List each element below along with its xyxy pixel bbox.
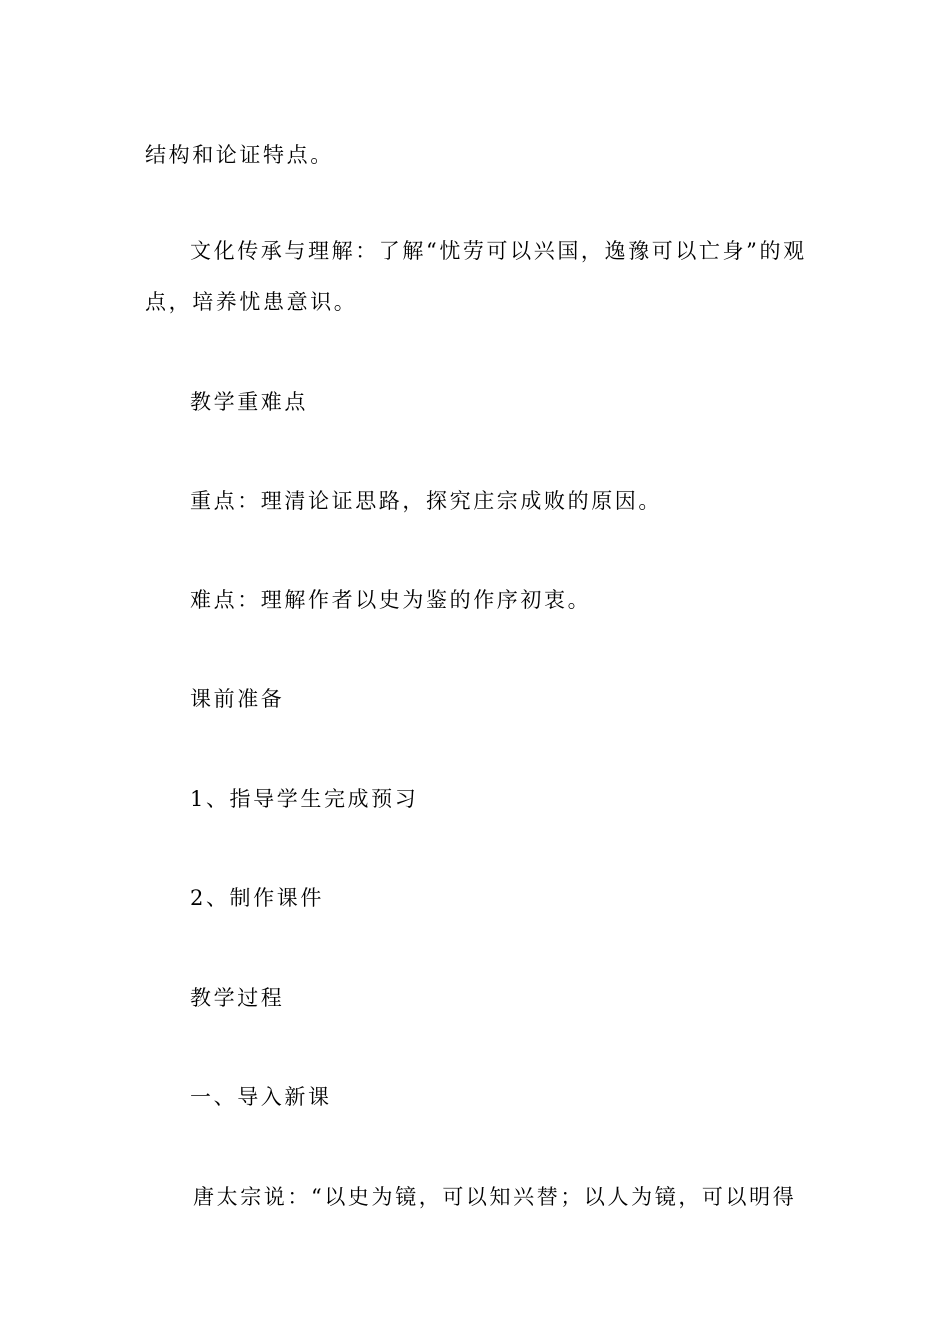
- paragraph-culture-line-2: 点，培养忧患意识。: [145, 290, 358, 314]
- paragraph-difficult-point: 难点：理解作者以史为鉴的作序初衷。: [190, 588, 592, 612]
- paragraph-culture-line-1: 文化传承与理解：了解“忧劳可以兴国，逸豫可以亡身”的观: [190, 239, 807, 263]
- subsection-heading-intro: 一、导入新课: [190, 1085, 332, 1109]
- paragraph-continuation: 结构和论证特点。: [145, 143, 334, 167]
- paragraph-tang-taizong-quote: 唐太宗说：“以史为镜，可以知兴替；以人为镜，可以明得: [193, 1185, 797, 1209]
- paragraph-key-point: 重点：理清论证思路，探究庄宗成败的原因。: [190, 489, 662, 513]
- section-heading-process: 教学过程: [190, 986, 285, 1010]
- list-item-courseware: 2、制作课件: [190, 886, 324, 910]
- section-heading-key-points: 教学重难点: [190, 390, 308, 414]
- section-heading-preparation: 课前准备: [190, 687, 285, 711]
- list-item-preview: 1、指导学生完成预习: [190, 787, 419, 811]
